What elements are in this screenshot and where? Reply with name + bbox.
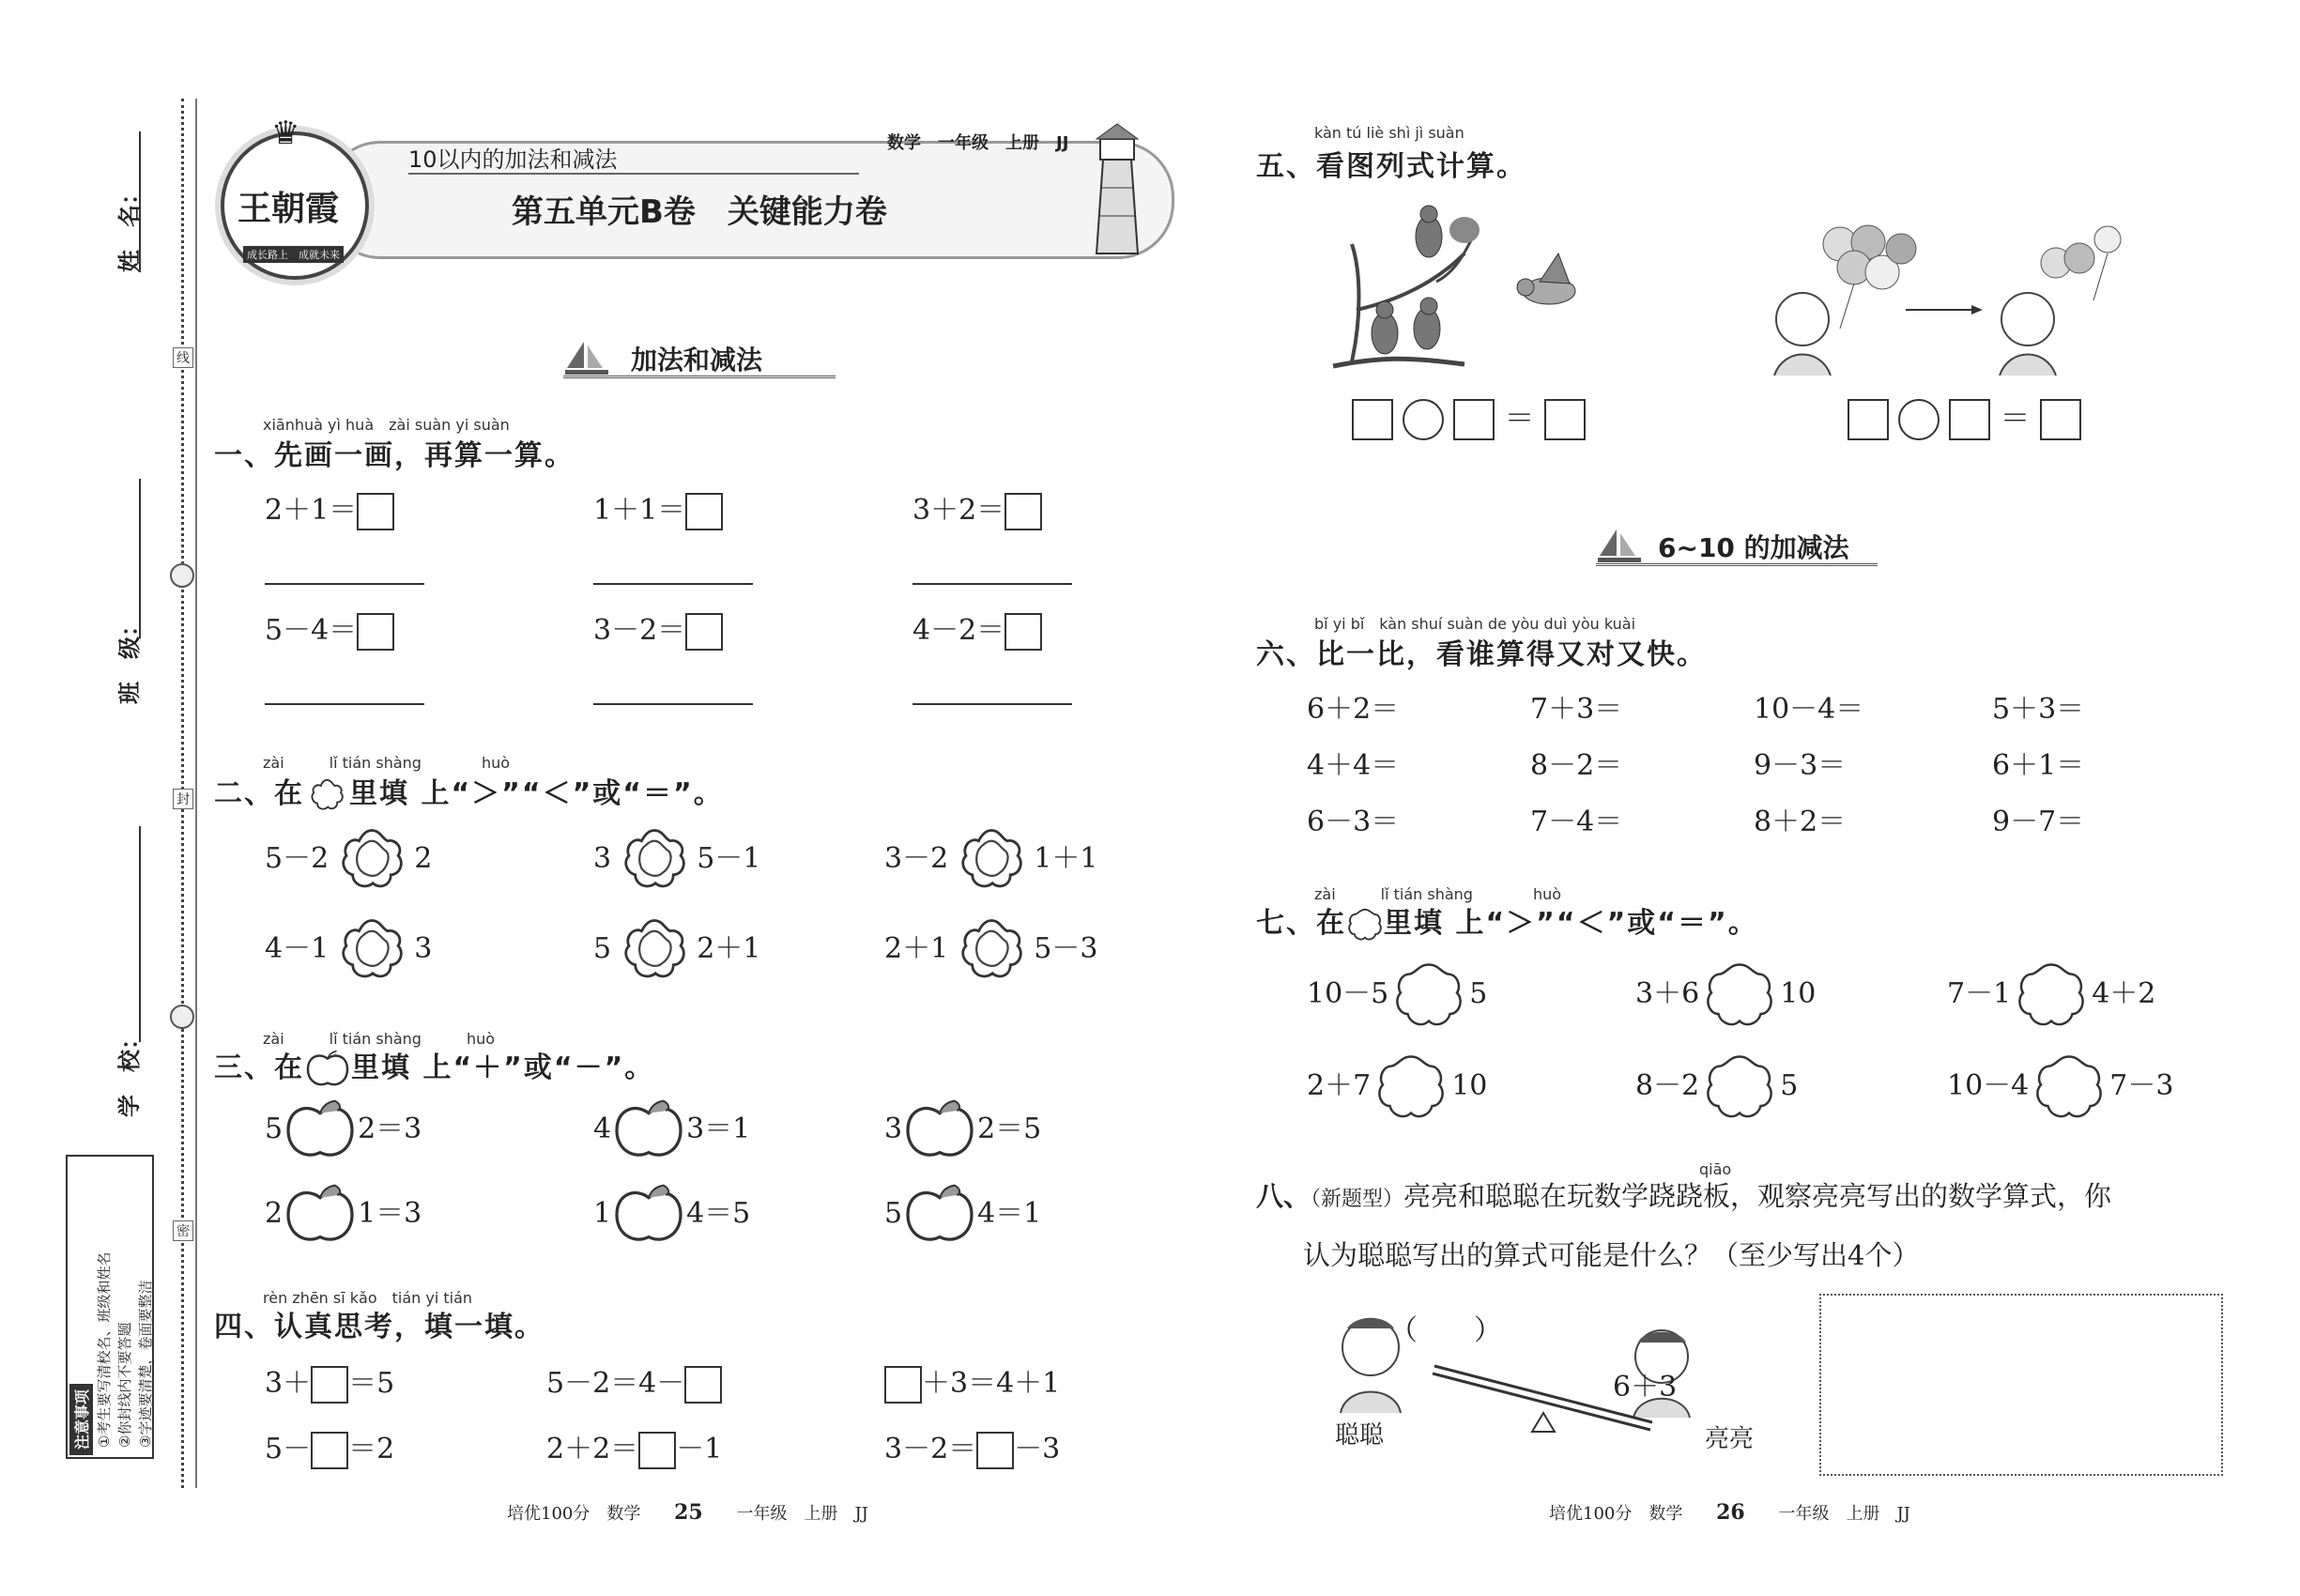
new-type-tag: （新题型） (1311, 1188, 1404, 1211)
q2-pinyin: zài lǐ tián shàng huò (263, 754, 511, 772)
q1-item-1 (265, 486, 394, 530)
name-label: 姓 名： (116, 182, 143, 272)
sign-item (593, 1183, 750, 1247)
compare-left: 4－1 (265, 932, 330, 965)
sign-item (884, 1183, 1041, 1247)
q3-grid (265, 1098, 1147, 1267)
class-field[interactable] (139, 479, 141, 638)
q8-text-2: 认为聪聪写出的算式可能是什么？（至少写出4个） (1303, 1239, 1920, 1271)
q2-title-b: 里填 上“＞”“＜”或“＝”。 (349, 777, 724, 810)
fill-item (265, 1425, 394, 1469)
q3-title-a: 三、在 (214, 1051, 304, 1084)
blank-paren[interactable]: （ ） (1389, 1314, 1502, 1347)
sign-right: 4＝1 (977, 1197, 1042, 1230)
q6-title: 六、比一比，看谁算得又对又快。 (1256, 638, 1707, 671)
sign-left: 1 (593, 1197, 612, 1230)
flower-blank[interactable] (338, 826, 406, 894)
school-field[interactable] (139, 826, 141, 1042)
cloud-blank[interactable] (1699, 1050, 1780, 1125)
compare-right: 5 (1780, 1069, 1799, 1102)
compare-item (1947, 958, 2155, 1033)
sign-left: 3 (884, 1113, 903, 1145)
sign-right: 3＝1 (686, 1113, 751, 1145)
apple-blank[interactable] (902, 1183, 977, 1247)
q1-expr: 5－4＝ (265, 614, 358, 647)
answer-box[interactable] (1848, 399, 1889, 440)
compare-right: 5－1 (697, 842, 761, 875)
apple-blank[interactable] (283, 1183, 358, 1247)
answer-box[interactable] (685, 493, 723, 530)
answer-box[interactable] (1949, 399, 1990, 440)
fill-item (884, 1359, 1060, 1404)
sailboat-icon (1596, 526, 1643, 567)
q4-title: 四、认真思考，填一填。 (214, 1311, 544, 1343)
fill-item (884, 1425, 1060, 1469)
compare-item (1947, 1050, 2173, 1125)
answer-box[interactable] (1004, 613, 1042, 651)
q1-expr: 3＋2＝ (912, 494, 1005, 527)
q7-grid (1307, 958, 2246, 1136)
q1-pinyin: xiānhuà yì huà zài suàn yi suàn (263, 416, 510, 434)
calc-item: 6＋2＝ (1307, 693, 1400, 726)
drawing-line[interactable] (265, 702, 424, 705)
apple-blank[interactable] (283, 1098, 358, 1162)
cut-mark-feng: 封 (173, 789, 193, 809)
calc-item: 9－7＝ (1992, 806, 2085, 838)
footer-grade: 一年级 上册 JJ (1778, 1504, 1910, 1524)
compare-item (884, 916, 1097, 984)
fill-item (546, 1359, 722, 1404)
compare-left: 10－5 (1307, 977, 1389, 1010)
compare-left: 3 (593, 842, 612, 875)
calc-item: 10－4＝ (1754, 693, 1864, 726)
compare-left: 7－1 (1947, 977, 2012, 1010)
q5-pinyin: kàn tú liè shì jì suàn (1314, 124, 1464, 142)
q8-prefix: 八、 (1256, 1180, 1311, 1212)
compare-left: 2＋1 (884, 932, 949, 965)
answer-box[interactable] (311, 1366, 348, 1404)
notice-item-2: ②你封线内不要答题 (116, 1322, 133, 1448)
cloud-blank[interactable] (2029, 1050, 2109, 1125)
compare-right: 10 (1780, 977, 1817, 1010)
q6-pinyin: bǐ yi bǐ kàn shuí suàn de yòu duì yòu kuài (1314, 615, 1636, 633)
calc-item: 8－2＝ (1530, 749, 1623, 782)
fill-item (546, 1425, 722, 1469)
q3-title (214, 1044, 654, 1089)
sailboat-icon (563, 338, 610, 379)
compare-item (1307, 958, 1487, 1033)
q3-title-b: 里填 上“＋”或“－”。 (351, 1051, 655, 1084)
footer-grade: 一年级 上册 JJ (736, 1504, 868, 1524)
q1-expr: 2＋1＝ (265, 494, 358, 527)
crown-icon: ♛ (271, 115, 300, 152)
cloud-blank[interactable] (1371, 1050, 1451, 1125)
compare-right: 2＋1 (697, 932, 761, 965)
balloons-picture (1746, 216, 2122, 376)
q2-title (214, 770, 724, 814)
notice-item-1: ①考生要写清校名、班级和姓名 (96, 1251, 113, 1448)
sign-item (593, 1098, 750, 1162)
q1-expr: 3－2＝ (593, 614, 686, 647)
sign-right: 2＝5 (977, 1113, 1042, 1145)
q7-pinyin: zài lǐ tián shàng huò (1314, 885, 1562, 903)
footer-brand: 培优100分 数学 (1549, 1504, 1683, 1524)
q1-item-4 (265, 606, 394, 651)
compare-item (265, 916, 432, 984)
compare-right: 2 (414, 842, 433, 875)
answer-box[interactable] (357, 493, 394, 530)
compare-left: 3＋6 (1635, 977, 1700, 1010)
answer-box[interactable] (1352, 399, 1393, 440)
cut-mark-mi: 密 (173, 1220, 193, 1241)
fill-before: 2＋2＝ (546, 1433, 639, 1466)
calc-item: 4＋4＝ (1307, 749, 1400, 782)
q6-grid (1307, 685, 2246, 845)
right-kid-name: 亮亮 (1705, 1425, 1755, 1453)
compare-right: 3 (414, 932, 433, 965)
operator-circle[interactable] (1403, 399, 1444, 440)
section-header-1 (563, 338, 845, 379)
q1-item-6 (912, 606, 1042, 651)
apple-blank[interactable] (611, 1098, 686, 1162)
compare-left: 8－2 (1635, 1069, 1700, 1102)
q1-title: 一、先画一画，再算一算。 (214, 439, 575, 472)
lighthouse-icon (1080, 122, 1155, 263)
cloud-blank[interactable] (1388, 958, 1469, 1033)
drawing-line[interactable] (593, 582, 753, 585)
answer-box[interactable] (884, 1366, 922, 1404)
answer-box[interactable] (1004, 493, 1042, 530)
calc-item: 7－4＝ (1530, 806, 1623, 838)
calc-item: 6＋1＝ (1992, 749, 2085, 782)
flower-blank[interactable] (958, 916, 1025, 984)
scissor-icon (170, 1005, 194, 1029)
cloud-blank[interactable] (1699, 958, 1780, 1033)
section-underline (563, 376, 836, 378)
calc-item: 7＋3＝ (1530, 693, 1623, 726)
left-kid-name: 聪聪 (1335, 1421, 1385, 1450)
drawing-line[interactable] (912, 582, 1072, 585)
cloud-flower-icon (1346, 906, 1384, 944)
page-title: 第五单元B卷 关键能力卷 (512, 193, 887, 231)
q7-title-a: 七、在 (1256, 907, 1346, 940)
scissor-icon (170, 563, 194, 588)
q7-title (1256, 899, 1758, 944)
page-number: 25 (674, 1500, 703, 1525)
fill-after: ＝2 (348, 1433, 395, 1466)
cloud-blank[interactable] (2011, 958, 2092, 1033)
name-field[interactable] (139, 131, 141, 272)
sign-left: 4 (593, 1113, 612, 1145)
section-header-2 (1596, 526, 1896, 567)
equals-sign: ＝ (1504, 400, 1535, 436)
footer-left (507, 1500, 868, 1525)
fill-before: 5－2＝4－ (546, 1367, 685, 1400)
compare-left: 5 (593, 932, 612, 965)
fill-before: 5－ (265, 1433, 312, 1466)
sign-right: 1＝3 (358, 1197, 422, 1230)
flower-blank[interactable] (338, 916, 406, 984)
q3-pinyin: zài lǐ tián shàng huò (263, 1030, 496, 1048)
answer-box[interactable] (2040, 399, 2081, 440)
q1-item-2 (593, 486, 723, 530)
flower-blank[interactable] (958, 826, 1025, 894)
fill-before: 3＋ (265, 1367, 312, 1400)
sign-right: 2＝3 (358, 1113, 422, 1145)
fill-after: －3 (1014, 1433, 1061, 1466)
sign-item (884, 1098, 1041, 1162)
answer-box[interactable] (1544, 399, 1586, 440)
compare-item (884, 826, 1097, 894)
flower-blank[interactable] (621, 826, 688, 894)
sign-left: 2 (265, 1197, 284, 1230)
q1-expr: 4－2＝ (912, 614, 1005, 647)
q7-title-b: 里填 上“＞”“＜”或“＝”。 (1384, 907, 1758, 940)
sign-item (265, 1183, 422, 1247)
compare-right: 5 (1469, 977, 1488, 1010)
section-title-1: 加法和减法 (631, 345, 763, 376)
answer-area[interactable] (1819, 1294, 2223, 1476)
fill-after: ＋3＝4＋1 (922, 1367, 1061, 1400)
logo-text: 王朝霞 (238, 189, 340, 228)
apple-blank[interactable] (611, 1183, 686, 1247)
section-underline (1596, 563, 1878, 566)
logo-slogan: 成长路上 成就未来 (243, 246, 344, 263)
q8-pinyin: qiāo (1699, 1160, 1732, 1178)
sign-item (265, 1098, 422, 1162)
q5-title: 五、看图列式计算。 (1256, 150, 1526, 183)
answer-box[interactable] (685, 613, 723, 651)
notice-title: 注意事项 (69, 1384, 93, 1455)
footer-right (1549, 1500, 1910, 1525)
calc-item: 8＋2＝ (1754, 806, 1847, 838)
answer-box[interactable] (311, 1432, 348, 1469)
compare-right: 5－3 (1034, 932, 1098, 965)
logo-badge (221, 115, 369, 280)
q4-pinyin: rèn zhēn sī kǎo tián yi tián (263, 1289, 473, 1307)
compare-item (593, 916, 760, 984)
compare-left: 2＋7 (1307, 1069, 1372, 1102)
compare-item (1635, 958, 1816, 1033)
answer-box[interactable] (357, 613, 394, 651)
section-title-2: 6~10 的加减法 (1658, 532, 1849, 563)
fill-item (265, 1359, 394, 1404)
fill-after: －1 (676, 1433, 723, 1466)
topic-underline (408, 173, 859, 175)
sign-left: 5 (884, 1197, 903, 1230)
q5-equation-2 (1848, 394, 2081, 440)
flower-icon (304, 776, 349, 814)
notice-box (66, 1155, 154, 1459)
binding-margin (0, 0, 188, 1596)
page-number: 26 (1716, 1500, 1745, 1525)
apple-blank[interactable] (902, 1098, 977, 1162)
compare-right: 1＋1 (1034, 842, 1098, 875)
drawing-line[interactable] (912, 702, 1072, 705)
q2-title-a: 二、在 (214, 777, 304, 810)
answer-box[interactable] (638, 1432, 676, 1469)
unit-topic: 10以内的加法和减法 (408, 146, 618, 173)
answer-box[interactable] (684, 1366, 722, 1404)
calc-item: 5＋3＝ (1992, 693, 2085, 726)
seesaw-expression: 6＋3 (1613, 1371, 1678, 1404)
birds-picture (1324, 197, 1624, 376)
compare-item (1635, 1050, 1798, 1125)
q5-equation-1 (1352, 394, 1586, 440)
footer-brand: 培优100分 数学 (507, 1504, 641, 1524)
q1-item-3 (912, 486, 1042, 530)
compare-left: 5－2 (265, 842, 330, 875)
compare-item (1307, 1050, 1487, 1125)
compare-right: 4＋2 (2092, 977, 2156, 1010)
header-banner (211, 115, 1188, 272)
book-meta: 数学 一年级 上册 JJ (887, 133, 1069, 153)
drawing-line[interactable] (593, 702, 753, 705)
q1-expr: 1＋1＝ (593, 494, 686, 527)
fill-before: 3－2＝ (884, 1433, 977, 1466)
compare-right: 10 (1451, 1069, 1488, 1102)
fill-after: ＝5 (348, 1367, 395, 1400)
calc-item: 6－3＝ (1307, 806, 1400, 838)
sign-left: 5 (265, 1113, 284, 1145)
sign-right: 4＝5 (686, 1197, 751, 1230)
compare-left: 3－2 (884, 842, 949, 875)
compare-left: 10－4 (1947, 1069, 2030, 1102)
calc-item: 9－3＝ (1754, 749, 1847, 782)
notice-item-3: ③字迹要清楚，卷面要整洁 (137, 1280, 154, 1448)
apple-icon (304, 1050, 351, 1089)
operator-circle[interactable] (1898, 399, 1940, 440)
answer-box[interactable] (1453, 399, 1495, 440)
q4-grid (265, 1359, 1166, 1481)
q1-item-5 (593, 606, 723, 651)
compare-right: 7－3 (2109, 1069, 2174, 1102)
solid-guide-line (195, 99, 197, 1488)
q8-text-1: 亮亮和聪聪在玩数学跷跷板，观察亮亮写出的数学算式，你 (1403, 1180, 2112, 1212)
compare-item (593, 826, 760, 894)
equals-sign: ＝ (2000, 400, 2031, 436)
flower-blank[interactable] (621, 916, 688, 984)
answer-box[interactable] (976, 1432, 1014, 1469)
class-label: 班 级： (116, 614, 143, 704)
school-label: 学 校： (116, 1027, 143, 1117)
cut-mark-xian: 线 (173, 347, 193, 368)
drawing-line[interactable] (265, 582, 424, 585)
q2-grid (265, 826, 1147, 1014)
compare-item (265, 826, 432, 894)
q8-line1 (1256, 1175, 2111, 1214)
